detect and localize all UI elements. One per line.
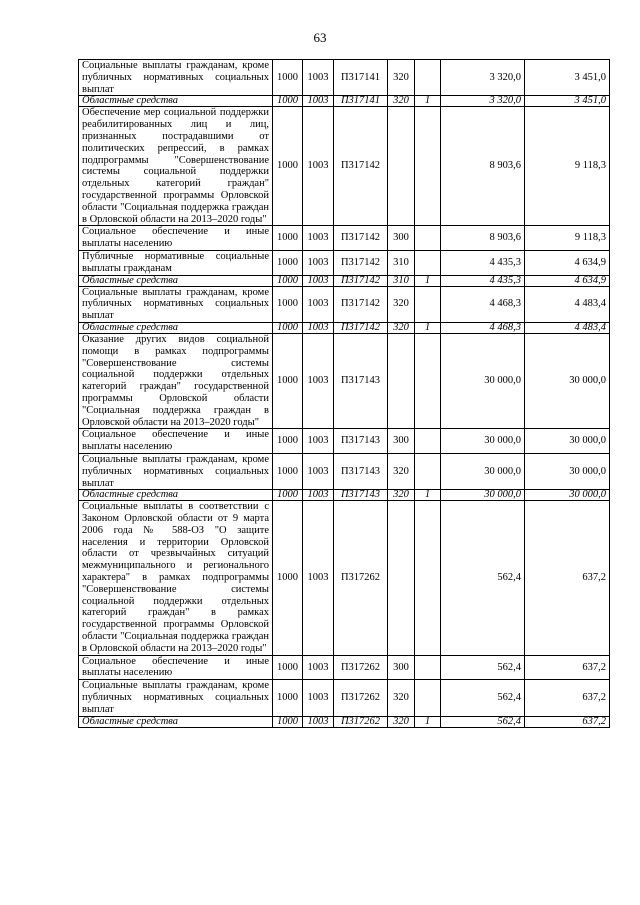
cell-amount-first-year: 562,4 — [441, 680, 525, 716]
cell-amount-first-year: 4 468,3 — [441, 286, 525, 322]
cell-name: Оказание других видов социальной помощи в рамках подпрограммы "Совершенствование системы социальной поддержки отдельных категорий граждан" государственной программы Орловской области "Социальная поддержка граждан в Орловской области на 2013–2020 годы" — [79, 333, 273, 428]
table-row — [79, 60, 610, 96]
cell-amount-second-year: 30 000,0 — [525, 333, 610, 428]
cell-expense-type: 300 — [388, 655, 415, 680]
cell-section: 1000 — [273, 275, 303, 286]
cell-target-article: П317143 — [334, 490, 388, 501]
table-row — [79, 250, 610, 275]
table-row — [79, 655, 610, 680]
cell-section: 1000 — [273, 286, 303, 322]
cell-subsection: 1003 — [303, 680, 334, 716]
cell-section: 1000 — [273, 250, 303, 275]
cell-name: Социальные выплаты гражданам, кроме публичных нормативных социальных выплат — [79, 286, 273, 322]
cell-amount-second-year: 637,2 — [525, 655, 610, 680]
cell-section: 1000 — [273, 226, 303, 251]
cell-amount-first-year: 8 903,6 — [441, 107, 525, 226]
cell-amount-first-year: 4 468,3 — [441, 322, 525, 333]
cell-funding-source: 1 — [415, 322, 441, 333]
cell-funding-source — [415, 250, 441, 275]
cell-amount-first-year: 30 000,0 — [441, 333, 525, 428]
cell-amount-second-year: 30 000,0 — [525, 453, 610, 489]
cell-subsection: 1003 — [303, 333, 334, 428]
cell-section: 1000 — [273, 322, 303, 333]
cell-name: Социальное обеспечение и иные выплаты населению — [79, 429, 273, 454]
cell-subsection: 1003 — [303, 107, 334, 226]
table-row — [79, 453, 610, 489]
cell-funding-source — [415, 429, 441, 454]
cell-expense-type: 310 — [388, 275, 415, 286]
cell-amount-second-year: 30 000,0 — [525, 490, 610, 501]
cell-amount-second-year: 637,2 — [525, 680, 610, 716]
cell-section: 1000 — [273, 453, 303, 489]
table-row-regional-funds — [79, 96, 610, 107]
cell-name: Социальное обеспечение и иные выплаты населению — [79, 655, 273, 680]
cell-subsection: 1003 — [303, 655, 334, 680]
cell-amount-second-year: 4 634,9 — [525, 275, 610, 286]
cell-name: Областные средства — [79, 716, 273, 727]
cell-expense-type — [388, 333, 415, 428]
cell-section: 1000 — [273, 107, 303, 226]
cell-subsection: 1003 — [303, 275, 334, 286]
cell-amount-first-year: 3 320,0 — [441, 60, 525, 96]
budget-table — [78, 59, 610, 728]
table-row-regional-funds — [79, 322, 610, 333]
cell-subsection: 1003 — [303, 490, 334, 501]
cell-funding-source — [415, 680, 441, 716]
cell-expense-type: 320 — [388, 96, 415, 107]
cell-funding-source — [415, 501, 441, 655]
table-row-regional-funds — [79, 716, 610, 727]
table-body — [79, 60, 610, 728]
cell-target-article: П317262 — [334, 716, 388, 727]
cell-expense-type — [388, 107, 415, 226]
cell-target-article: П317262 — [334, 680, 388, 716]
cell-subsection: 1003 — [303, 60, 334, 96]
cell-amount-second-year: 30 000,0 — [525, 429, 610, 454]
cell-expense-type: 310 — [388, 250, 415, 275]
cell-target-article: П317143 — [334, 429, 388, 454]
cell-funding-source: 1 — [415, 490, 441, 501]
cell-name: Социальные выплаты гражданам, кроме публичных нормативных социальных выплат — [79, 453, 273, 489]
cell-target-article: П317262 — [334, 655, 388, 680]
cell-subsection: 1003 — [303, 501, 334, 655]
cell-section: 1000 — [273, 501, 303, 655]
cell-funding-source — [415, 107, 441, 226]
cell-target-article: П317141 — [334, 60, 388, 96]
cell-amount-second-year: 9 118,3 — [525, 226, 610, 251]
table-row-regional-funds — [79, 490, 610, 501]
cell-subsection: 1003 — [303, 226, 334, 251]
cell-target-article: П317142 — [334, 250, 388, 275]
cell-expense-type: 320 — [388, 453, 415, 489]
cell-amount-first-year: 30 000,0 — [441, 453, 525, 489]
cell-name: Обеспечение мер социальной поддержки реабилитированных лиц и лиц, признанных пострадавшими от политических репрессий, в рамках подпрограммы "Совершенствование системы социальной поддержки отдельных категорий граждан" государственной программы Орловской области "Социальная поддержка граждан в Орловской области на 2013–2020 годы" — [79, 107, 273, 226]
cell-amount-second-year: 4 483,4 — [525, 322, 610, 333]
table-row — [79, 680, 610, 716]
cell-funding-source — [415, 333, 441, 428]
cell-funding-source — [415, 655, 441, 680]
cell-amount-first-year: 8 903,6 — [441, 226, 525, 251]
cell-funding-source — [415, 60, 441, 96]
table-row — [79, 286, 610, 322]
cell-funding-source — [415, 226, 441, 251]
cell-name: Социальные выплаты гражданам, кроме публичных нормативных социальных выплат — [79, 680, 273, 716]
cell-amount-first-year: 562,4 — [441, 716, 525, 727]
cell-funding-source — [415, 453, 441, 489]
cell-subsection: 1003 — [303, 286, 334, 322]
cell-funding-source — [415, 286, 441, 322]
cell-target-article: П317142 — [334, 275, 388, 286]
table-row — [79, 429, 610, 454]
cell-target-article: П317142 — [334, 226, 388, 251]
cell-funding-source: 1 — [415, 96, 441, 107]
cell-target-article: П317141 — [334, 96, 388, 107]
cell-subsection: 1003 — [303, 453, 334, 489]
cell-subsection: 1003 — [303, 250, 334, 275]
cell-expense-type: 320 — [388, 322, 415, 333]
cell-funding-source: 1 — [415, 275, 441, 286]
table-row — [79, 226, 610, 251]
cell-name: Областные средства — [79, 322, 273, 333]
cell-amount-second-year: 637,2 — [525, 716, 610, 727]
cell-name: Социальные выплаты гражданам, кроме публичных нормативных социальных выплат — [79, 60, 273, 96]
cell-expense-type: 320 — [388, 680, 415, 716]
cell-target-article: П317142 — [334, 286, 388, 322]
cell-amount-second-year: 9 118,3 — [525, 107, 610, 226]
cell-target-article: П317142 — [334, 107, 388, 226]
cell-expense-type: 320 — [388, 490, 415, 501]
cell-section: 1000 — [273, 655, 303, 680]
cell-subsection: 1003 — [303, 716, 334, 727]
cell-target-article: П317143 — [334, 333, 388, 428]
cell-section: 1000 — [273, 60, 303, 96]
cell-funding-source: 1 — [415, 716, 441, 727]
cell-section: 1000 — [273, 490, 303, 501]
cell-amount-second-year: 4 483,4 — [525, 286, 610, 322]
cell-section: 1000 — [273, 333, 303, 428]
cell-expense-type: 300 — [388, 429, 415, 454]
cell-subsection: 1003 — [303, 96, 334, 107]
table-row — [79, 501, 610, 655]
cell-amount-second-year: 4 634,9 — [525, 250, 610, 275]
cell-expense-type: 320 — [388, 286, 415, 322]
cell-subsection: 1003 — [303, 322, 334, 333]
cell-amount-first-year: 3 320,0 — [441, 96, 525, 107]
cell-expense-type: 320 — [388, 60, 415, 96]
cell-subsection: 1003 — [303, 429, 334, 454]
table-row — [79, 333, 610, 428]
cell-target-article: П317142 — [334, 322, 388, 333]
cell-target-article: П317262 — [334, 501, 388, 655]
cell-name: Социальные выплаты в соответствии с Законом Орловской области от 9 марта 2006 года № 588-ОЗ "О защите населения и территории Орловской области от чрезвычайных ситуаций межмуниципального и регионального характера" в рамках подпрограммы "Совершенствование системы социальной поддержки отдельных категорий граждан" в рамках государственной программы Орловской области "Социальная поддержка граждан в Орловской области на 2013–2020 годы" — [79, 501, 273, 655]
cell-amount-second-year: 637,2 — [525, 501, 610, 655]
cell-amount-second-year: 3 451,0 — [525, 60, 610, 96]
cell-name: Публичные нормативные социальные выплаты гражданам — [79, 250, 273, 275]
cell-expense-type: 320 — [388, 716, 415, 727]
cell-name: Областные средства — [79, 275, 273, 286]
cell-name: Социальное обеспечение и иные выплаты населению — [79, 226, 273, 251]
cell-expense-type — [388, 501, 415, 655]
cell-name: Областные средства — [79, 96, 273, 107]
cell-amount-first-year: 562,4 — [441, 655, 525, 680]
cell-expense-type: 300 — [388, 226, 415, 251]
cell-section: 1000 — [273, 96, 303, 107]
table-row — [79, 107, 610, 226]
table-row-regional-funds — [79, 275, 610, 286]
cell-amount-first-year: 30 000,0 — [441, 429, 525, 454]
cell-name: Областные средства — [79, 490, 273, 501]
cell-amount-first-year: 4 435,3 — [441, 275, 525, 286]
page-number: 63 — [313, 30, 327, 45]
cell-amount-first-year: 562,4 — [441, 501, 525, 655]
cell-section: 1000 — [273, 680, 303, 716]
cell-amount-second-year: 3 451,0 — [525, 96, 610, 107]
cell-section: 1000 — [273, 716, 303, 727]
cell-section: 1000 — [273, 429, 303, 454]
cell-amount-first-year: 30 000,0 — [441, 490, 525, 501]
cell-amount-first-year: 4 435,3 — [441, 250, 525, 275]
cell-target-article: П317143 — [334, 453, 388, 489]
